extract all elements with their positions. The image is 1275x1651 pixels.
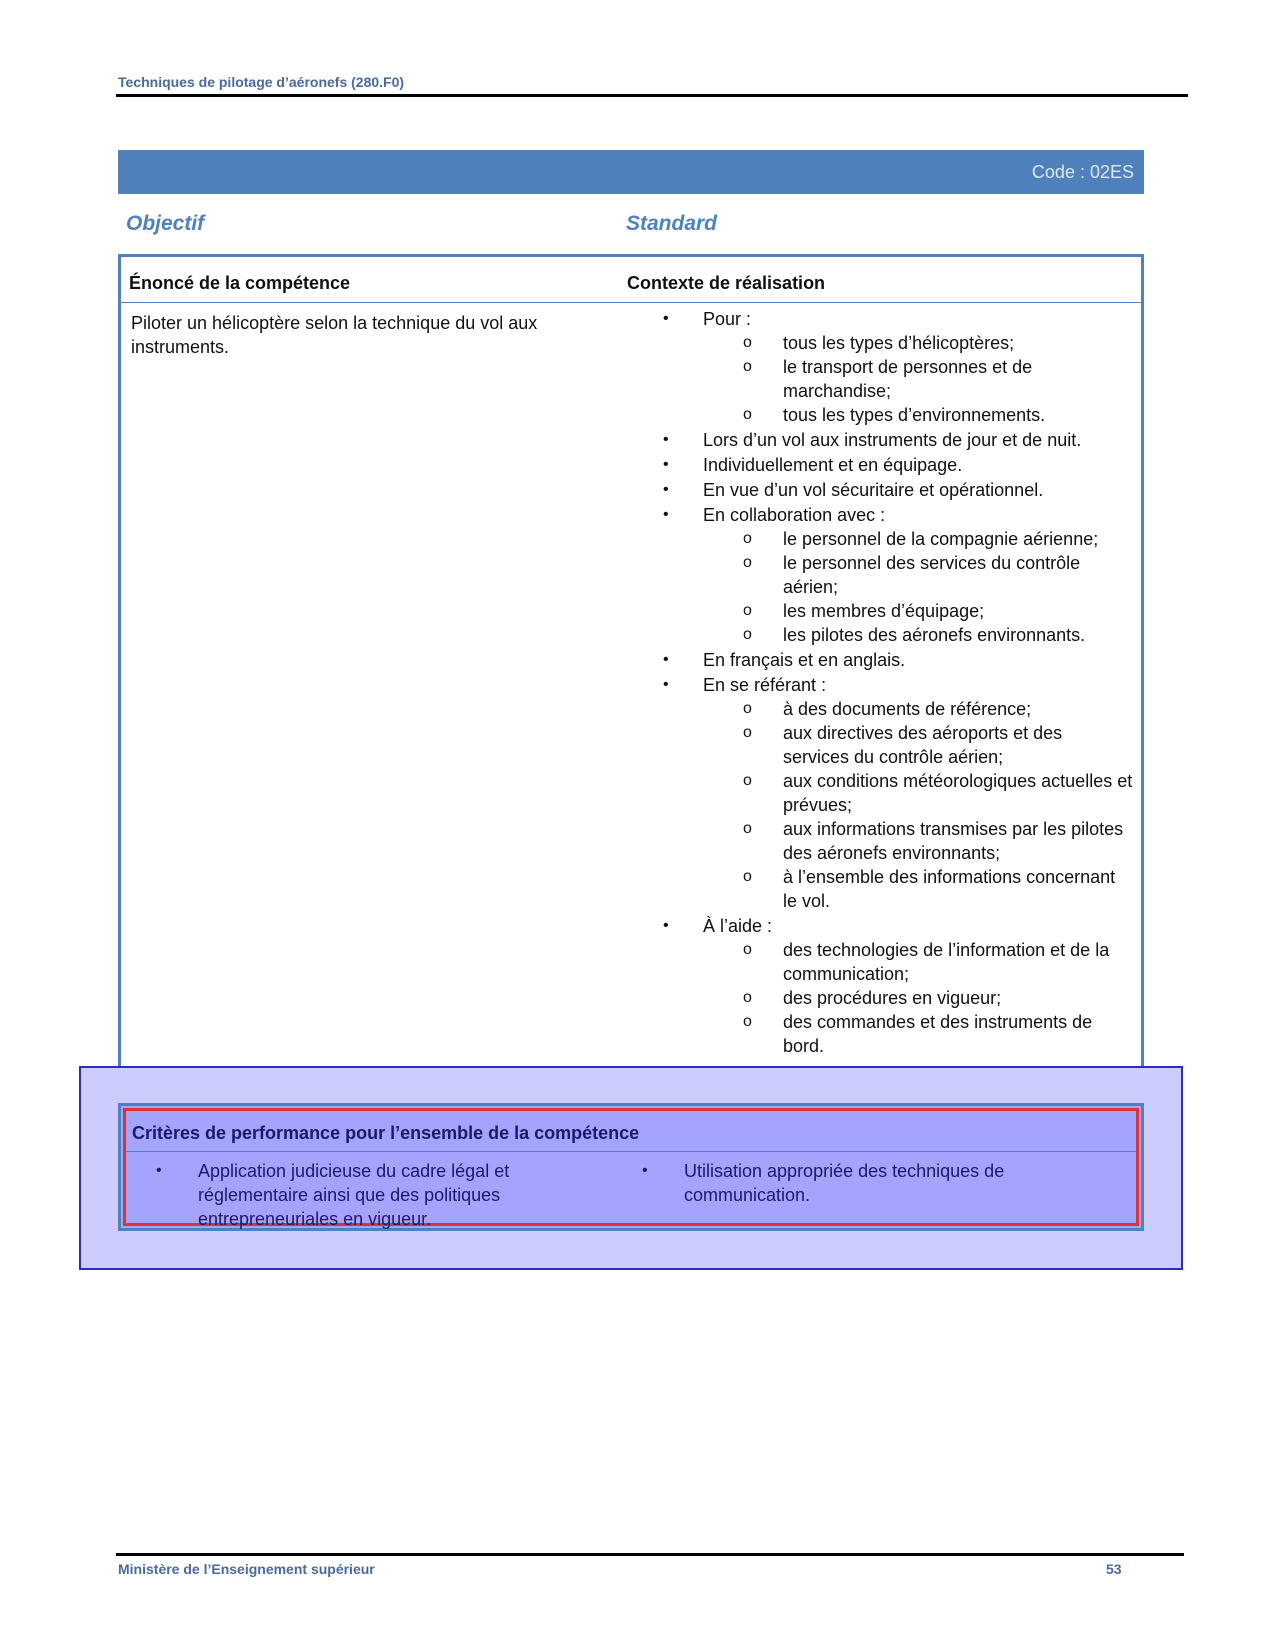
context-item	[663, 428, 1133, 452]
context-subitem-text: aux conditions météorologiques actuelles et prévues;	[783, 771, 1133, 815]
header-rule	[116, 94, 1188, 97]
context-subitem-text: le personnel de la compagnie aérienne;	[783, 529, 1099, 549]
bullet-icon: •	[663, 456, 669, 473]
competency-table	[118, 254, 1144, 1088]
context-sublist	[703, 938, 1133, 1058]
code-bar	[118, 150, 1144, 194]
context-subitem-text: les pilotes des aéronefs environnants.	[783, 625, 1086, 645]
context-item-text: Lors d’un vol aux instruments de jour et de nuit.	[703, 430, 1082, 450]
context-subitem	[743, 697, 1133, 721]
context-subitem	[743, 769, 1133, 817]
context-subitem-text: à l’ensemble des informations concernant le vol.	[783, 867, 1116, 911]
context-subitem	[743, 527, 1133, 551]
criteria-title: Critères de performance pour l’ensemble de la compétence	[132, 1123, 640, 1143]
criterion-text: Utilisation appropriée des techniques de communication.	[684, 1161, 1005, 1205]
circle-bullet-icon: o	[743, 1013, 752, 1030]
circle-bullet-icon: o	[743, 602, 752, 619]
bullet-icon: •	[663, 431, 669, 448]
context-item	[663, 478, 1133, 502]
bullet-icon: •	[663, 676, 669, 693]
bullet-icon: •	[663, 310, 669, 327]
bullet-icon: •	[663, 481, 669, 498]
bullet-icon: •	[663, 506, 669, 523]
context-subitem	[743, 551, 1133, 599]
context-item-text: En se référant :	[703, 675, 827, 695]
context-list	[663, 307, 1133, 1059]
standard-heading: Standard	[626, 212, 718, 235]
context-subitem-text: le transport de personnes et de marchandise;	[783, 357, 1033, 401]
circle-bullet-icon: o	[743, 772, 752, 789]
criterion-text: Application judicieuse du cadre légal et réglementaire ainsi que des politiques entrepreneuriales en vigueur.	[198, 1161, 510, 1229]
context-item	[663, 453, 1133, 477]
statement-header: Énoncé de la compétence	[129, 273, 351, 293]
bullet-icon: •	[663, 917, 669, 934]
context-subitem	[743, 331, 1133, 355]
context-subitem	[743, 817, 1133, 865]
context-item-text: Pour :	[703, 309, 752, 329]
context-item-text: Individuellement et en équipage.	[703, 455, 963, 475]
context-subitem-text: tous les types d’environnements.	[783, 405, 1046, 425]
circle-bullet-icon: o	[743, 941, 752, 958]
context-item-text: En vue d’un vol sécuritaire et opérationnel.	[703, 480, 1044, 500]
footer-ministry: Ministère de l’Enseignement supérieur	[118, 1561, 375, 1577]
context-subitem	[743, 865, 1133, 913]
footer-rule	[116, 1553, 1184, 1556]
context-subitem-text: à des documents de référence;	[783, 699, 1032, 719]
circle-bullet-icon: o	[743, 700, 752, 717]
context-subitem	[743, 623, 1133, 647]
context-sublist	[703, 527, 1133, 647]
context-subitem	[743, 1010, 1133, 1058]
context-subitem-text: aux informations transmises par les pilotes des aéronefs environnants;	[783, 819, 1124, 863]
context-subitem	[743, 938, 1133, 986]
context-item-text: À l’aide :	[703, 916, 773, 936]
context-subitem-text: tous les types d’hélicoptères;	[783, 333, 1015, 353]
context-subitem-text: des technologies de l’information et de la communication;	[783, 940, 1110, 984]
context-subitem-text: des procédures en vigueur;	[783, 988, 1002, 1008]
context-item-text: En français et en anglais.	[703, 650, 906, 670]
context-header: Contexte de réalisation	[627, 273, 826, 293]
criterion-item	[156, 1159, 608, 1231]
objectif-heading: Objectif	[126, 212, 205, 235]
context-item	[663, 503, 1133, 647]
table-head-rule	[121, 302, 1141, 303]
context-subitem-text: les membres d’équipage;	[783, 601, 985, 621]
context-item	[663, 914, 1133, 1058]
circle-bullet-icon: o	[743, 724, 752, 741]
bullet-icon: •	[663, 651, 669, 668]
context-item	[663, 673, 1133, 913]
context-subitem	[743, 986, 1133, 1010]
context-subitem	[743, 599, 1133, 623]
competency-code: Code : 02ES	[1031, 162, 1134, 182]
circle-bullet-icon: o	[743, 820, 752, 837]
bullet-icon: •	[642, 1162, 648, 1179]
bullet-icon: •	[156, 1162, 162, 1179]
context-item	[663, 648, 1133, 672]
context-item	[663, 307, 1133, 427]
circle-bullet-icon: o	[743, 868, 752, 885]
circle-bullet-icon: o	[743, 626, 752, 643]
context-sublist	[703, 331, 1133, 427]
criteria-table	[118, 1103, 1144, 1231]
competency-statement: Piloter un hélicoptère selon la technique du vol aux instruments.	[131, 313, 538, 357]
running-header: Techniques de pilotage d’aéronefs (280.F0)	[118, 74, 405, 90]
circle-bullet-icon: o	[743, 334, 752, 351]
context-subitem	[743, 355, 1133, 403]
context-subitem-text: aux directives des aéroports et des services du contrôle aérien;	[783, 723, 1063, 767]
circle-bullet-icon: o	[743, 406, 752, 423]
circle-bullet-icon: o	[743, 358, 752, 375]
circle-bullet-icon: o	[743, 554, 752, 571]
criteria-frame	[123, 1108, 1139, 1229]
criteria-rule	[126, 1151, 1136, 1152]
context-sublist	[703, 697, 1133, 913]
context-subitem-text: des commandes et des instruments de bord.	[783, 1012, 1093, 1056]
criterion-item	[642, 1159, 1094, 1207]
context-subitem-text: le personnel des services du contrôle aérien;	[783, 553, 1081, 597]
context-subitem	[743, 403, 1133, 427]
page-number: 53	[1106, 1561, 1122, 1577]
context-item-text: En collaboration avec :	[703, 505, 886, 525]
context-subitem	[743, 721, 1133, 769]
circle-bullet-icon: o	[743, 989, 752, 1006]
circle-bullet-icon: o	[743, 530, 752, 547]
